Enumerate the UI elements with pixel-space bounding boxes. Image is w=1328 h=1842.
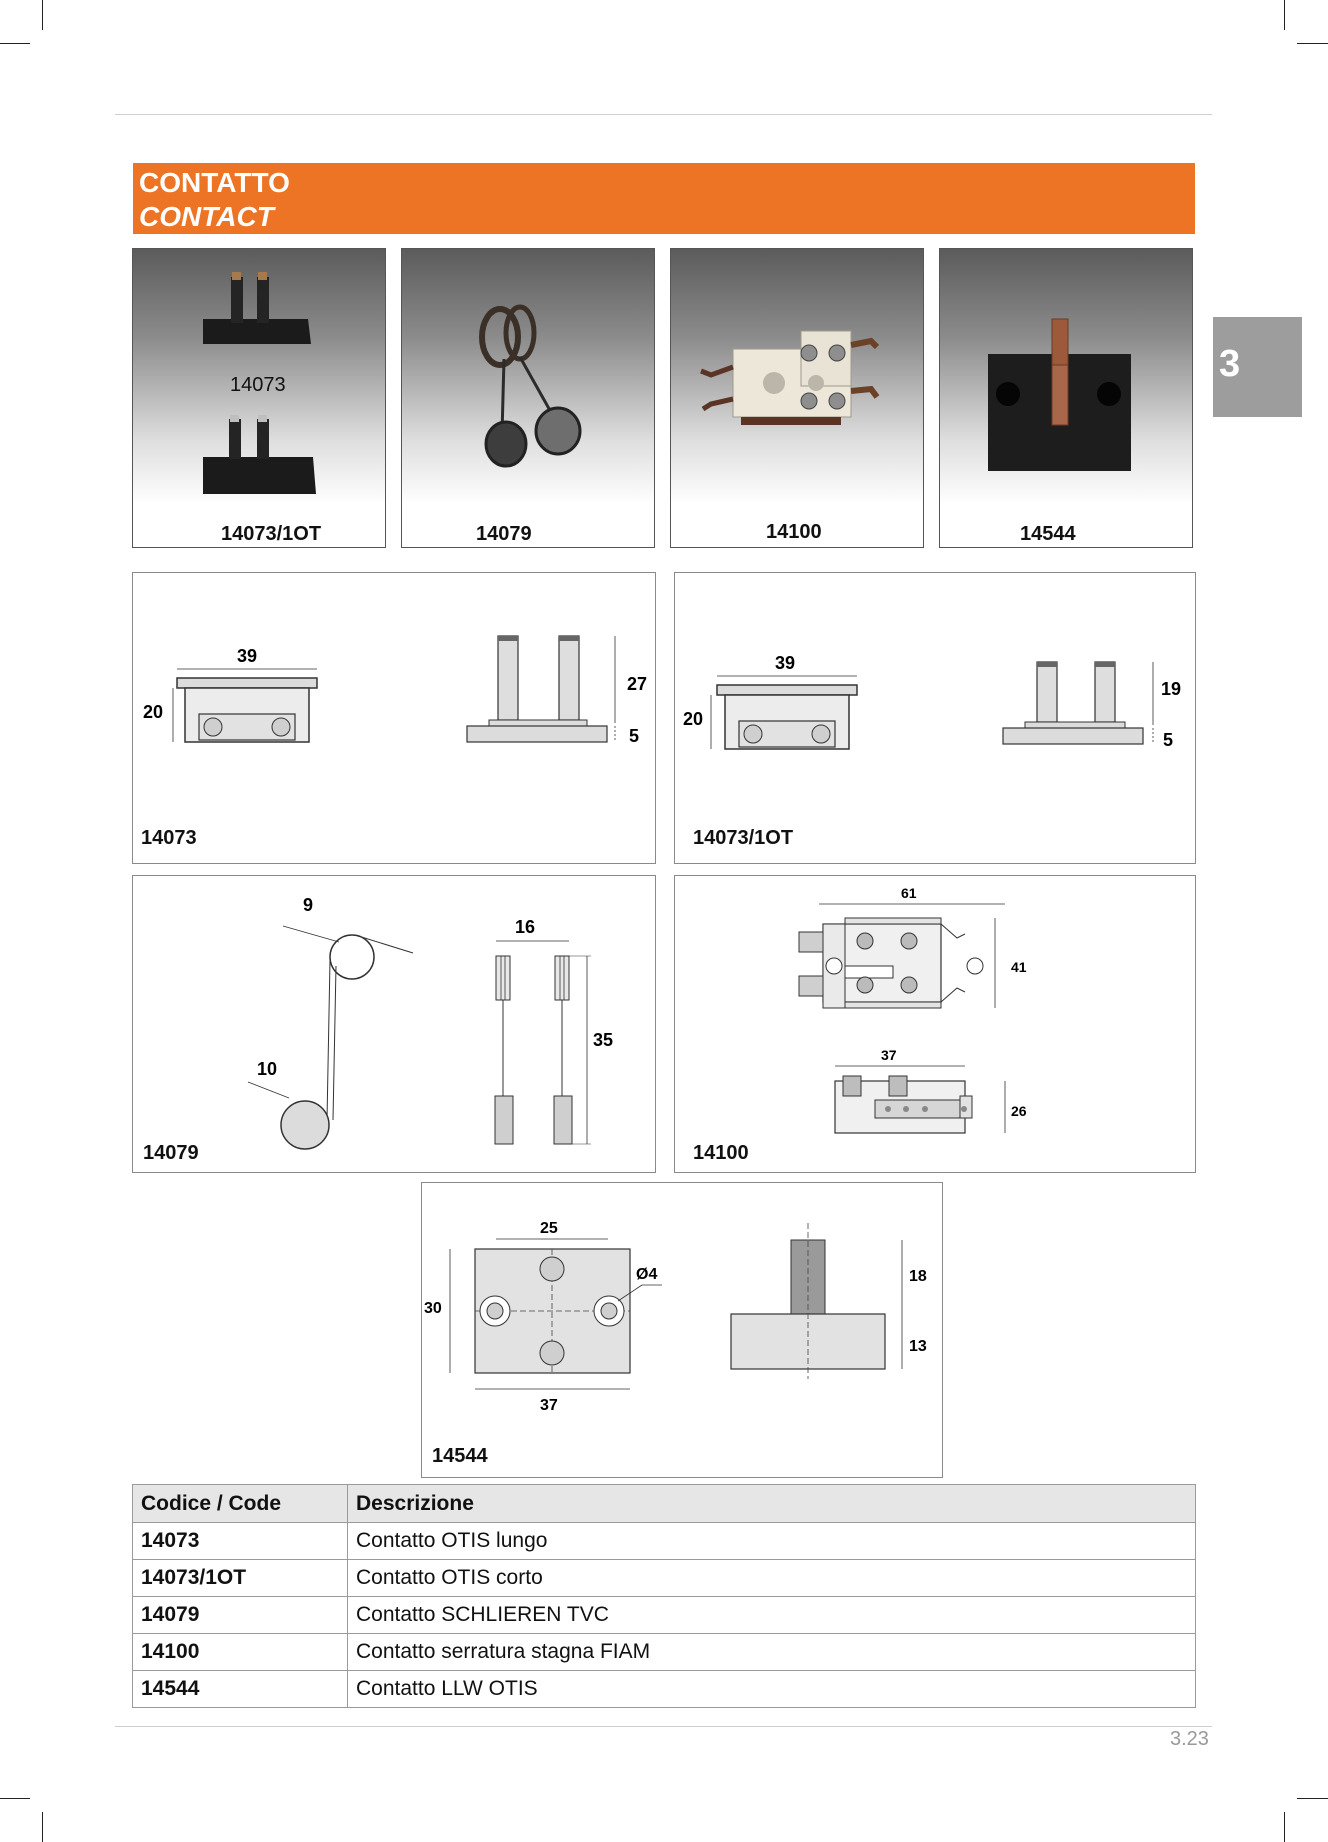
llw-contact-image bbox=[940, 249, 1193, 548]
product-photo-14073 bbox=[132, 248, 386, 548]
dimension-label: 35 bbox=[593, 1030, 614, 1050]
dimension-label: 61 bbox=[901, 885, 917, 901]
section-subtitle: CONTACT bbox=[139, 201, 274, 232]
table-row bbox=[133, 1560, 1196, 1597]
dimension-label: 16 bbox=[515, 917, 536, 937]
drawing-code: 14073/1OT bbox=[693, 827, 794, 849]
crop-mark bbox=[42, 0, 43, 30]
dimension-label: Ø4 bbox=[636, 1266, 658, 1283]
column-header-code: Codice / Code bbox=[133, 1485, 348, 1523]
product-photo-14079 bbox=[401, 248, 655, 548]
dimension-label: 20 bbox=[683, 709, 704, 729]
description-cell: Contatto OTIS corto bbox=[348, 1560, 1196, 1597]
code-cell: 14079 bbox=[133, 1597, 348, 1634]
photo-label: 14073/1OT bbox=[221, 523, 322, 545]
photo-label: 14073 bbox=[230, 374, 286, 396]
code-cell: 14073 bbox=[133, 1523, 348, 1560]
dimension-label: 5 bbox=[629, 726, 640, 746]
drawing-panel-14544 bbox=[421, 1182, 943, 1478]
crop-mark bbox=[42, 1812, 43, 1842]
table-row bbox=[133, 1634, 1196, 1671]
dimension-label: 30 bbox=[424, 1300, 442, 1317]
dimension-label: 19 bbox=[1161, 679, 1182, 699]
technical-drawing bbox=[675, 876, 1197, 1174]
crop-mark bbox=[0, 1798, 30, 1799]
technical-drawing bbox=[133, 876, 657, 1174]
description-cell: Contatto serratura stagna FIAM bbox=[348, 1634, 1196, 1671]
dimension-label: 39 bbox=[237, 646, 258, 666]
drawing-panel-14073 bbox=[132, 572, 656, 864]
photo-label: 14079 bbox=[476, 523, 532, 545]
dimension-label: 41 bbox=[1011, 959, 1027, 975]
table-row bbox=[133, 1523, 1196, 1560]
dimension-label: 5 bbox=[1163, 730, 1174, 750]
dimension-label: 10 bbox=[257, 1059, 278, 1079]
dimension-label: 39 bbox=[775, 653, 796, 673]
contact-pins-image bbox=[133, 249, 386, 548]
description-cell: Contatto SCHLIEREN TVC bbox=[348, 1597, 1196, 1634]
technical-drawing bbox=[422, 1183, 944, 1479]
crop-mark bbox=[1297, 1798, 1328, 1799]
photo-label: 14100 bbox=[766, 521, 822, 543]
lock-contact-image bbox=[671, 249, 924, 548]
column-header-description: Descrizione bbox=[348, 1485, 1196, 1523]
crop-mark bbox=[0, 43, 30, 44]
code-cell: 14100 bbox=[133, 1634, 348, 1671]
table-header-row bbox=[133, 1485, 1196, 1523]
table-row bbox=[133, 1671, 1196, 1708]
dimension-label: 9 bbox=[303, 895, 314, 915]
section-title: CONTATTO bbox=[139, 167, 290, 198]
crop-mark bbox=[1297, 43, 1328, 44]
spring-contact-image bbox=[402, 249, 655, 548]
drawing-panel-14073-1ot bbox=[674, 572, 1196, 864]
table-row bbox=[133, 1597, 1196, 1634]
description-cell: Contatto OTIS lungo bbox=[348, 1523, 1196, 1560]
crop-mark bbox=[1284, 1812, 1285, 1842]
dimension-label: 37 bbox=[540, 1397, 558, 1414]
bottom-rule bbox=[115, 1726, 1212, 1727]
crop-mark bbox=[1284, 0, 1285, 30]
code-table bbox=[132, 1484, 1196, 1708]
drawing-code: 14544 bbox=[432, 1445, 488, 1467]
drawing-code: 14079 bbox=[143, 1142, 199, 1164]
chapter-tab: 3 bbox=[1213, 317, 1302, 417]
technical-drawing bbox=[133, 573, 657, 865]
dimension-label: 25 bbox=[540, 1220, 558, 1237]
dimension-label: 13 bbox=[909, 1338, 927, 1355]
dimension-label: 18 bbox=[909, 1268, 927, 1285]
dimension-label: 27 bbox=[627, 674, 648, 694]
drawing-code: 14100 bbox=[693, 1142, 749, 1164]
description-cell: Contatto LLW OTIS bbox=[348, 1671, 1196, 1708]
dimension-label: 20 bbox=[143, 702, 164, 722]
drawing-panel-14100 bbox=[674, 875, 1196, 1173]
page-number: 3.23 bbox=[1170, 1728, 1209, 1750]
top-rule bbox=[115, 114, 1212, 115]
code-cell: 14073/1OT bbox=[133, 1560, 348, 1597]
photo-label: 14544 bbox=[1020, 523, 1076, 545]
drawing-panel-14079 bbox=[132, 875, 656, 1173]
drawing-code: 14073 bbox=[141, 827, 197, 849]
dimension-label: 26 bbox=[1011, 1103, 1027, 1119]
code-cell: 14544 bbox=[133, 1671, 348, 1708]
section-header bbox=[133, 163, 1195, 234]
product-photo-14544 bbox=[939, 248, 1193, 548]
dimension-label: 37 bbox=[881, 1047, 897, 1063]
technical-drawing bbox=[675, 573, 1197, 865]
product-photo-14100 bbox=[670, 248, 924, 548]
